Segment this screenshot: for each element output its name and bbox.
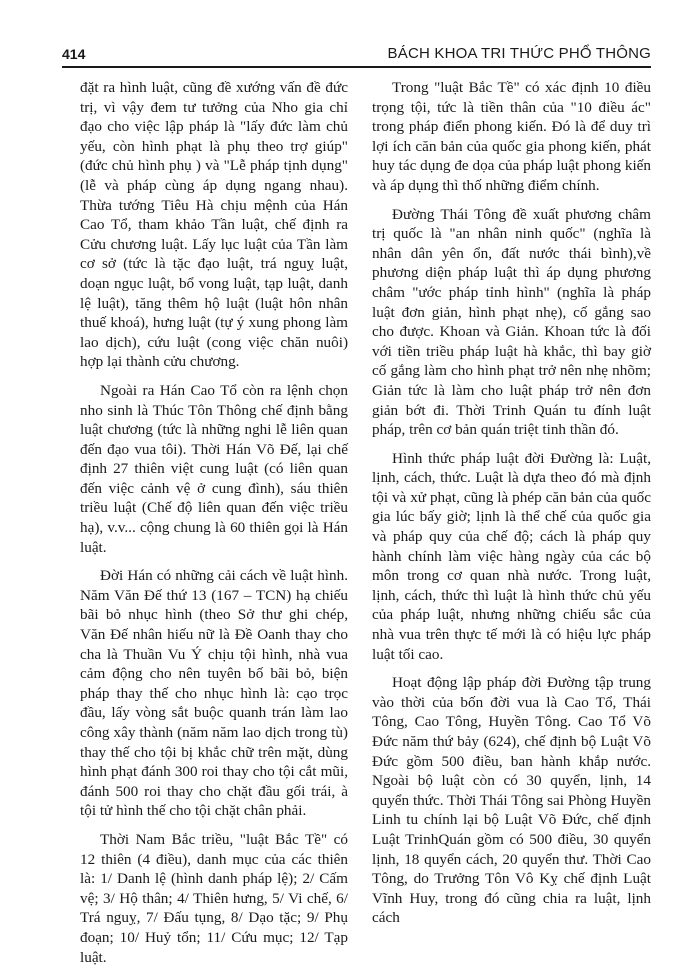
paragraph: Hoạt động lập pháp đời Đường tập trung vào thời của bốn đời vua là Cao Tổ, Thái Tông, Cao Tông, Huyền Tông. Cao Tổ Võ Đức năm thứ bảy (624), chế định bộ Luật Võ Đức gồm 500 điều, ban hành khắp nước. Ngoài bộ luật còn có 30 quyển, lịnh, 14 quyển thức. Thời Thái Tông sai Phòng Huyền Linh tu chính lại bộ Luật Võ Đức, chế định Luật TrinhQuán gồm có 500 điều, 30 quyển lịnh, 18 quyển cách, 20 quyển thư. Thời Cao Tông, do Trưởng Tôn Vô Kỵ chế định Luật Vĩnh Huy, trong đó cũng chia ra luật, lịnh cách (372, 674, 651, 927)
paragraph: Đường Thái Tông đề xuất phương châm trị quốc là "an nhân ninh quốc" (nghĩa là nhân dân yên ổn, đất nước thái bình),về phương diện pháp luật thì áp dụng phương châm "ước pháp tỉnh hình" (nghĩa là pháp luật đơn giản, hình phạt nhẹ), cố gắng sao cho được. Khoan và Giản. Khoan tức là đối với tiền triều pháp luật hà khắc, thì bay giờ cố gắng làm cho hình phạt trở nên nhẹ nhõm; Giản tức là làm cho luật pháp trở nên đơn giản bớt đi. Thời Trinh Quán tu đính luật pháp, trên cơ bản quán triệt tinh thần đó. (372, 205, 651, 439)
left-column (80, 78, 348, 976)
right-column (372, 78, 651, 937)
paragraph: Thời Nam Bắc triều, "luật Bắc Tề" có 12 thiên (4 điều), danh mục của các thiên là: 1/ Danh lệ (hình danh pháp lệ); 2/ Cấm vệ; 3/ Hộ thân; 4/ Thiên hưng, 5/ Vi chế, 6/ Trá nguỵ, 7/ Đấu tụng, 8/ Dạo tặc; 9/ Phụ đoạn; 10/ Huỷ tổn; 11/ Cứu mục; 12/ Tạp luật. (80, 830, 348, 966)
paragraph: Ngoài ra Hán Cao Tổ còn ra lệnh chọn nho sinh là Thúc Tôn Thông chế định bằng luật chương (tức là những nghi lễ liên quan đến đạo vua tôi). Thời Hán Võ Đế, lại chế định 27 thiên việt cung luật (có liên quan đến việc cảnh vệ ở cung đình), sáu thiên triều luật (Chế độ liên quan đến việc triều hạ), v.v... cộng chung là 60 thiên gọi là Hán luật. (80, 381, 348, 556)
page-header (62, 42, 651, 68)
paragraph: đặt ra hình luật, cũng đề xướng vấn đề đức trị, vì vậy đem tư tưởng của Nho gia chỉ đạo cho việc lập pháp là "lấy đức làm chủ yếu, còn hình phạt là phụ theo trợ giúp" (đức chủ hình phụ ) và "Lễ pháp tịnh dụng" (lễ và pháp cùng áp dụng ngang nhau). Thừa tướng Tiêu Hà chịu mệnh của Hán Cao Tổ, tham khảo Tần luật, chế định ra Cửu chương luật. Lấy lục luật của Tần làm cơ sở (tức là tặc đạo luật, trá nguỵ luật, doạn ngục luật, bổ vong luật, tạp luật, danh lệ luật), tăng thêm hộ luật (luật hôn nhân thuế khoá), hưng luật (tự ý xung phong làm lao dịch), cứu luật (cong việc chăn nuôi) hợp lại thành cửu chương. (80, 79, 348, 371)
paragraph: Hình thức pháp luật đời Đường là: Luật, lịnh, cách, thức. Luật là dựa theo đó mà định tội và xử phạt, cũng là phép căn bản của quốc gia lúc bấy giờ; lịnh là thể chế của quốc gia và pháp quy của chế độ; cách là pháp quy hành chính làm việc hàng ngày của các bộ môn trong cơ quan nhà nước. Trong luật, lịnh, cách, thức thì luật là hình thức chủ yếu của pháp luật, nhưng những chiếu sắc của nhà vua trên thực tế mới là có hiệu lực pháp luật tối cao. (372, 449, 651, 663)
paragraph: Trong "luật Bắc Tề" có xác định 10 điều trọng tội, tức là tiền thân của "10 điều ác" trong pháp điển phong kiến. Đó là để duy trì lợi ích căn bản của quốc gia phong kiến, phát huy tác dụng đe dọa của pháp luật phong kiến và áp dụng thì thố những điểm chính. (372, 79, 651, 194)
running-head: BÁCH KHOA TRI THỨC PHỔ THÔNG (387, 45, 651, 62)
paragraph: Đời Hán có những cải cách về luật hình. Năm Văn Đế thứ 13 (167 – TCN) hạ chiếu bãi bỏ nhục hình (theo Sở thư ghi chép, Văn Đế nhân hiếu nữ là Đề Oanh thay cho cha là Thuần Vu Ý chịu tội hình, nhà vua cảm động cho nên tuyên bố bãi bỏ, biện pháp thay thế cho nhục hình là: cạo trọc đầu, lấy vòng sắt buộc quanh trán làm lao công xây thành (năm năm lao dịch trong tù) thay thế cho tội bị khắc chữ trên mặt, dùng hình phạt đánh 300 roi thay cho tội cắt mũi, đánh 500 roi thay cho chặt đầu gối trái, à tội tử hình thế cho tội chặt chân phải. (80, 567, 348, 820)
page-number: 414 (62, 46, 86, 62)
